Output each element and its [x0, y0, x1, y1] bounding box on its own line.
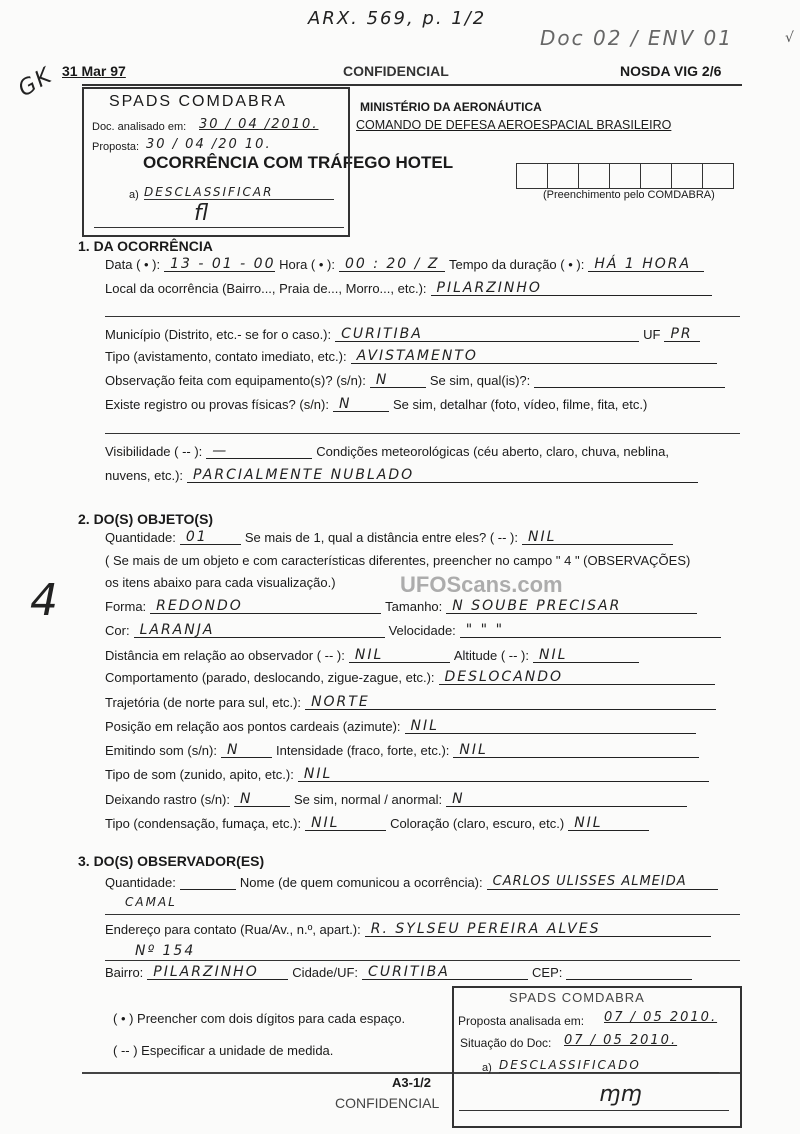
stamp2-a-label: a): [482, 1062, 492, 1074]
row-type: [105, 348, 717, 364]
trail-kind-label: Se sim, normal / anormal:: [294, 792, 443, 807]
observer-name-label: Nome (de quem comunicou a ocorrência):: [239, 875, 483, 890]
signature-line: [459, 1110, 729, 1111]
visibility-field: —: [206, 443, 312, 459]
date-label: Data ( • ):: [105, 257, 161, 272]
row-evidence: [105, 396, 647, 412]
size-label: Tamanho:: [385, 599, 443, 614]
size-field: N SOUBE PRECISAR: [446, 598, 697, 614]
trail-kind-field: N: [446, 791, 687, 807]
row-color: [105, 622, 721, 638]
trail-type-field: NIL: [305, 815, 386, 831]
blank-line: [105, 914, 740, 915]
row-sound-type: [105, 766, 709, 782]
row-address: [105, 921, 711, 937]
date-field: 13 - 01 - 00: [164, 256, 275, 272]
trail-label: Deixando rastro (s/n):: [105, 792, 230, 807]
row-behavior: [105, 669, 715, 685]
equipment-which-label: Se sim, qual(is)?:: [429, 373, 531, 388]
color-label: Cor:: [105, 623, 130, 638]
stamp-proposal-value: 30 / 04 /20 10.: [146, 137, 272, 152]
time-label: Hora ( • ):: [279, 257, 335, 272]
note-multiple-objects: [105, 553, 690, 568]
row-location: [105, 280, 712, 296]
code-box: [578, 163, 610, 189]
form-code: NOSDA VIG 2/6: [620, 63, 722, 79]
stamp2-situation-label: Situação do Doc:: [460, 1036, 552, 1050]
row-neighborhood: [105, 964, 692, 980]
ministry-name: MINISTÉRIO DA AERONÁUTICA: [360, 100, 542, 114]
note-multiple-objects-2: [105, 575, 336, 590]
code-box: [671, 163, 703, 189]
stamp2-title: SPADS COMDABRA: [509, 990, 645, 1005]
signature-line: [94, 227, 344, 228]
note-unit: ( -- ) Especificar a unidade de medida.: [113, 1043, 334, 1058]
row-municipality: [105, 326, 700, 342]
intensity-field: NIL: [453, 742, 699, 758]
header-rule: [82, 84, 742, 86]
signature: ɱɱ: [599, 1082, 642, 1107]
blank-line: [105, 316, 740, 317]
address-label: Endereço para contato (Rua/Av., n.º, apart.):: [105, 922, 361, 937]
shape-label: Forma:: [105, 599, 147, 614]
sound-label: Emitindo som (s/n):: [105, 743, 217, 758]
stamp-analysed-label: Doc. analisado em:: [92, 121, 187, 133]
coloration-field: NIL: [568, 815, 649, 831]
observer-quantity-field: [180, 874, 236, 890]
cep-label: CEP:: [532, 965, 563, 980]
evidence-label: Existe registro ou provas físicas? (s/n):: [105, 397, 329, 412]
color-field: LARANJA: [134, 622, 385, 638]
cep-field: [566, 964, 692, 980]
uf-label: UF: [643, 327, 661, 342]
form-title: OCORRÊNCIA COM TRÁFEGO HOTEL: [143, 153, 454, 172]
blank-line: [105, 433, 740, 434]
stamp2-analysed-value: 07 / 05 2010.: [604, 1010, 718, 1025]
code-box: [547, 163, 579, 189]
distance-between-field: NIL: [522, 529, 673, 545]
stamp-a-value: DESCLASSIFICAR: [144, 185, 334, 200]
observer-quantity-label: Quantidade:: [105, 875, 176, 890]
visibility-label: Visibilidade ( -- ):: [105, 444, 203, 459]
stamp2-a-value: DESCLASSIFICADO: [499, 1058, 719, 1073]
location-field: PILARZINHO: [431, 280, 712, 296]
row-trail-type: [105, 815, 649, 831]
azimuth-label: Posição em relação aos pontos cardeais (azimute):: [105, 719, 401, 734]
evidence-detail-label: Se sim, detalhar (foto, vídeo, filme, fita, etc.): [392, 397, 648, 412]
location-label: Local da ocorrência (Bairro..., Praia de..., Morro..., etc.):: [105, 281, 427, 296]
neighborhood-field: PILARZINHO: [147, 964, 288, 980]
note-line-2: os itens abaixo para cada visualização.): [105, 575, 336, 590]
stamp-a-label: a): [129, 189, 139, 201]
header-classification: CONFIDENCIAL: [343, 63, 449, 79]
distance-between-label: Se mais de 1, qual a distância entre eles? ( -- ):: [244, 530, 518, 545]
weather-field: PARCIALMENTE NUBLADO: [187, 467, 698, 483]
type-field: AVISTAMENTO: [351, 348, 717, 364]
clouds-label: nuvens, etc.):: [105, 468, 184, 483]
type-label: Tipo (avistamento, contato imediato, etc.):: [105, 349, 347, 364]
evidence-field: N: [333, 396, 389, 412]
observer-distance-label: Distância em relação ao observador ( -- ):: [105, 648, 345, 663]
spads-stamp-2: [452, 986, 742, 1128]
section-1-title: 1. DA OCORRÊNCIA: [78, 238, 213, 254]
stamp-analysed-value: 30 / 04 /2010.: [199, 117, 319, 132]
trail-field: N: [234, 791, 290, 807]
azimuth-field: NIL: [405, 718, 696, 734]
city-label: Cidade/UF:: [292, 965, 359, 980]
watermark: UFOScans.com: [400, 572, 563, 597]
uf-field: PR: [664, 326, 700, 342]
blank-line: [105, 960, 740, 961]
header-date: 31 Mar 97: [62, 63, 126, 79]
address-continued: Nº 154: [135, 943, 196, 959]
section-3-title: 3. DO(S) OBSERVADOR(ES): [78, 853, 265, 869]
intensity-label: Intensidade (fraco, forte, etc.):: [275, 743, 450, 758]
municipality-field: CURITIBA: [335, 326, 639, 342]
spads-stamp-1: [82, 87, 350, 237]
stamp2-analysed-label: Proposta analisada em:: [458, 1014, 585, 1028]
margin-initials: GK: [14, 62, 58, 103]
equipment-which-field: [534, 372, 725, 388]
trajectory-label: Trajetória (de norte para sul, etc.):: [105, 695, 302, 710]
equipment-label: Observação feita com equipamento(s)? (s/n):: [105, 373, 366, 388]
row-trail: [105, 791, 687, 807]
row-visibility: [105, 443, 669, 459]
neighborhood-label: Bairro:: [105, 965, 144, 980]
check-mark: √: [785, 30, 796, 46]
row-quantity: [105, 529, 673, 545]
row-azimuth: [105, 718, 696, 734]
altitude-label: Altitude ( -- ):: [453, 648, 529, 663]
row-observer-name: [105, 874, 718, 890]
quantity-field: 01: [180, 529, 241, 545]
note-line-1: ( Se mais de um objeto e com características diferentes, preencher no campo " 4 " (OBSERVAÇÕES): [105, 553, 691, 568]
sound-field: N: [221, 742, 272, 758]
duration-label: Tempo da duração ( • ):: [448, 257, 585, 272]
address-field: R. SYLSEU PEREIRA ALVES: [365, 921, 711, 937]
quantity-label: Quantidade:: [105, 530, 176, 545]
trajectory-field: NORTE: [305, 694, 716, 710]
row-trajectory: [105, 694, 716, 710]
coloration-label: Coloração (claro, escuro, etc.): [390, 816, 565, 831]
section-2-title: 2. DO(S) OBJETO(S): [78, 511, 214, 527]
code-box: [640, 163, 672, 189]
row-shape: [105, 598, 697, 614]
note-two-digits: ( • ) Preencher com dois dígitos para cada espaço.: [113, 1011, 406, 1026]
row-sound: [105, 742, 699, 758]
speed-field: " " ": [460, 622, 721, 638]
shape-field: REDONDO: [150, 598, 381, 614]
observer-distance-field: NIL: [349, 647, 450, 663]
archive-reference: ARX. 569, p. 1/2: [308, 8, 487, 29]
weather-label: Condições meteorológicas (céu aberto, claro, chuva, neblina,: [316, 444, 669, 459]
observer-name-continued: CAMAL: [125, 895, 177, 909]
row-date-time: [105, 256, 704, 272]
altitude-field: NIL: [533, 647, 639, 663]
row-clouds: [105, 467, 698, 483]
observer-name-field: CARLOS ULISSES ALMEIDA: [487, 874, 718, 890]
code-box: [702, 163, 734, 189]
row-equipment: [105, 372, 725, 388]
speed-label: Velocidade:: [388, 623, 456, 638]
document-reference: Doc 02 / ENV 01: [540, 26, 733, 50]
municipality-label: Município (Distrito, etc.- se for o caso.):: [105, 327, 332, 342]
duration-field: HÁ 1 HORA: [588, 256, 704, 272]
stamp-title: SPADS COMDABRA: [109, 93, 287, 110]
city-field: CURITIBA: [362, 964, 528, 980]
time-field: 00 : 20 / Z: [339, 256, 445, 272]
stamp-proposal-label: Proposta:: [92, 141, 140, 153]
margin-number: 4: [30, 575, 58, 626]
stamp2-situation-value: 07 / 05 2010.: [564, 1033, 678, 1048]
sound-type-label: Tipo de som (zunido, apito, etc.):: [105, 767, 294, 782]
code-box: [516, 163, 548, 189]
sound-type-field: NIL: [298, 766, 709, 782]
signature: ﬂ: [194, 201, 209, 226]
trail-type-label: Tipo (condensação, fumaça, etc.):: [105, 816, 302, 831]
footer-classification: CONFIDENCIAL: [335, 1095, 440, 1111]
fill-note: (Preenchimento pelo COMDABRA): [543, 189, 715, 201]
equipment-field: N: [370, 372, 426, 388]
behavior-label: Comportamento (parado, deslocando, zigue-zague, etc.):: [105, 670, 435, 685]
command-name: COMANDO DE DEFESA AEROESPACIAL BRASILEIRO: [356, 118, 672, 132]
behavior-field: DESLOCANDO: [439, 669, 715, 685]
row-observer-distance: [105, 647, 639, 663]
code-box: [609, 163, 641, 189]
page-code: A3-1/2: [392, 1075, 432, 1090]
